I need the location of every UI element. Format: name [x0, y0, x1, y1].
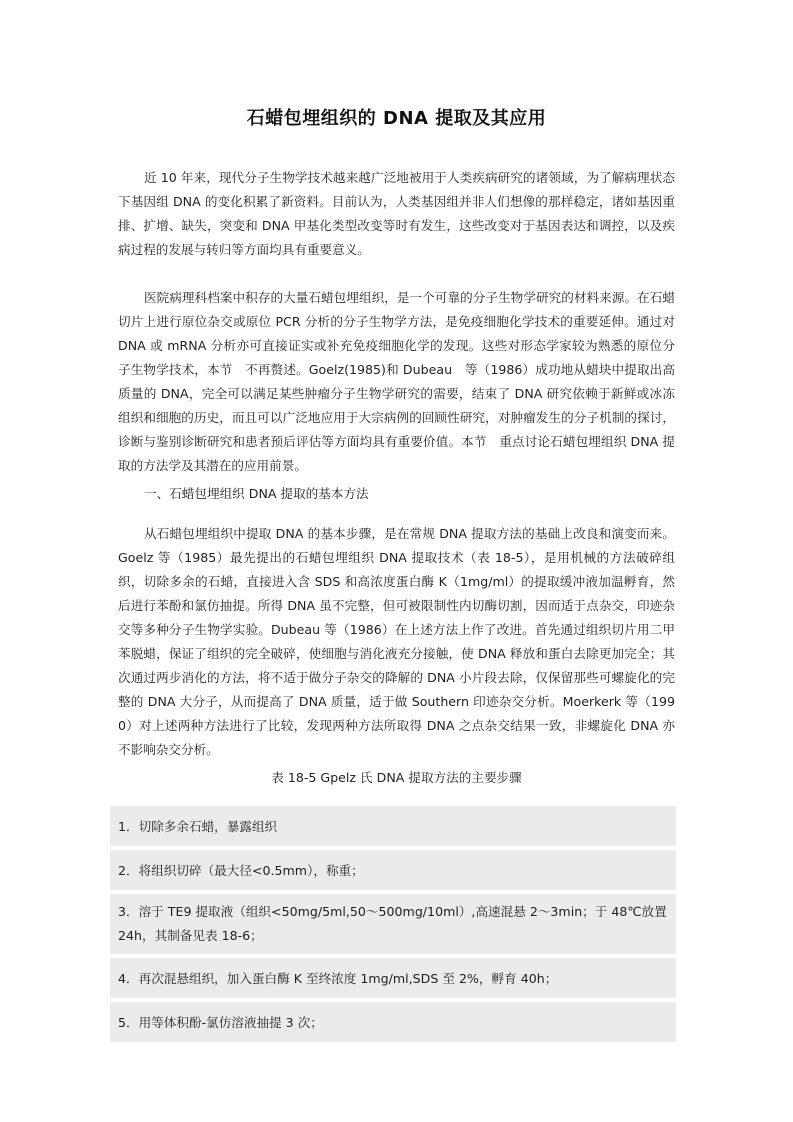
- steps-table: [110, 806, 676, 1046]
- table-caption: 表 18-5 Gpelz 氏 DNA 提取方法的主要步骤: [271, 770, 522, 785]
- paragraph-intro: 近 10 年来，现代分子生物学技术越来越广泛地被用于人类疾病研究的诸领域，为了解病理状态下基因组 DNA 的变化积累了新资料。目前认为，人类基因组并非人们想像的那样稳定，诸如基因重排、扩增、缺失，突变和 DNA 甲基化类型改变等时有发生，这些改变对于基因表达和调控，以及疾病过程的发展与转归等方面均具有重要意义。: [118, 170, 675, 257]
- table-row: 2．将组织切碎（最大径<0.5mm），称重；: [110, 850, 676, 890]
- table-row: 3．溶于 TE9 提取液（组织<50mg/5ml,50～500mg/10ml）,高速混悬 2～3min；于 48℃放置 24h，其制备见表 18-6；: [110, 894, 676, 954]
- table-row: 1．切除多余石蜡，暴露组织: [110, 806, 676, 846]
- table-row: 5．用等体积酚-氯仿溶液抽提 3 次；: [110, 1002, 676, 1042]
- section-heading: 一、石蜡包埋组织 DNA 提取的基本方法: [144, 486, 369, 501]
- paragraph-archive: 医院病理科档案中积存的大量石蜡包埋组织，是一个可靠的分子生物学研究的材料来源。在石蜡切片上进行原位杂交或原位 PCR 分析的分子生物学方法，是免疫细胞化学技术的重要延伸。通过对 DNA 或 mRNA 分析亦可直接证实或补充免疫细胞化学的发现。这些对形态学家较为熟悉的原位分子生物学技术，本节 不再赘述。Goelz(1985)和 Dubeau 等（1986）成功地从蜡块中提取出高质量的 DNA，完全可以满足某些肿瘤分子生物学研究的需要，结束了 DNA 研究依赖于新鲜或冰冻组织和细胞的历史，而且可以广泛地应用于大宗病例的回顾性研究，对肿瘤发生的分子机制的探讨，诊断与鉴别诊断研究和患者预后评估等方面均具有重要价值。本节 重点讨论石蜡包埋组织 DNA 提取的方法学及其潜在的应用前景。: [118, 290, 675, 473]
- paragraph-method: 从石蜡包埋组织中提取 DNA 的基本步骤，是在常规 DNA 提取方法的基础上改良和演变而来。Goelz 等（1985）最先提出的石蜡包埋组织 DNA 提取技术（表 18-5），是用机械的方法破碎组织，切除多余的石蜡，直接进入含 SDS 和高浓度蛋白酶 K（1mg/ml）的提取缓冲液加温孵育，然后进行苯酚和氯仿抽提。所得 DNA 虽不完整，但可被限制性内切酶切割，因而适于点杂交，印迹杂交等多种分子生物学实验。Dubeau 等（1986）在上述方法上作了改进。首先通过组织切片用二甲苯脱蜡，保证了组织的完全破碎，使细胞与消化液充分接触，使 DNA 释放和蛋白去除更加完全；其次通过两步消化的方法，将不适于做分子杂交的降解的 DNA 小片段去除，仅保留那些可螺旋化的完整的 DNA 大分子，从而提高了 DNA 质量，适于做 Southern 印迹杂交分析。Moerkerk 等（1990）对上述两种方法进行了比较，发现两种方法所取得 DNA 之点杂交结果一致，非螺旋化 DNA 亦不影响杂交分析。: [118, 526, 675, 757]
- page-title: 石蜡包埋组织的 DNA 提取及其应用: [246, 108, 547, 129]
- table-row: 4．再次混悬组织，加入蛋白酶 K 至终浓度 1mg/ml,SDS 至 2%，孵育 40h；: [110, 958, 676, 998]
